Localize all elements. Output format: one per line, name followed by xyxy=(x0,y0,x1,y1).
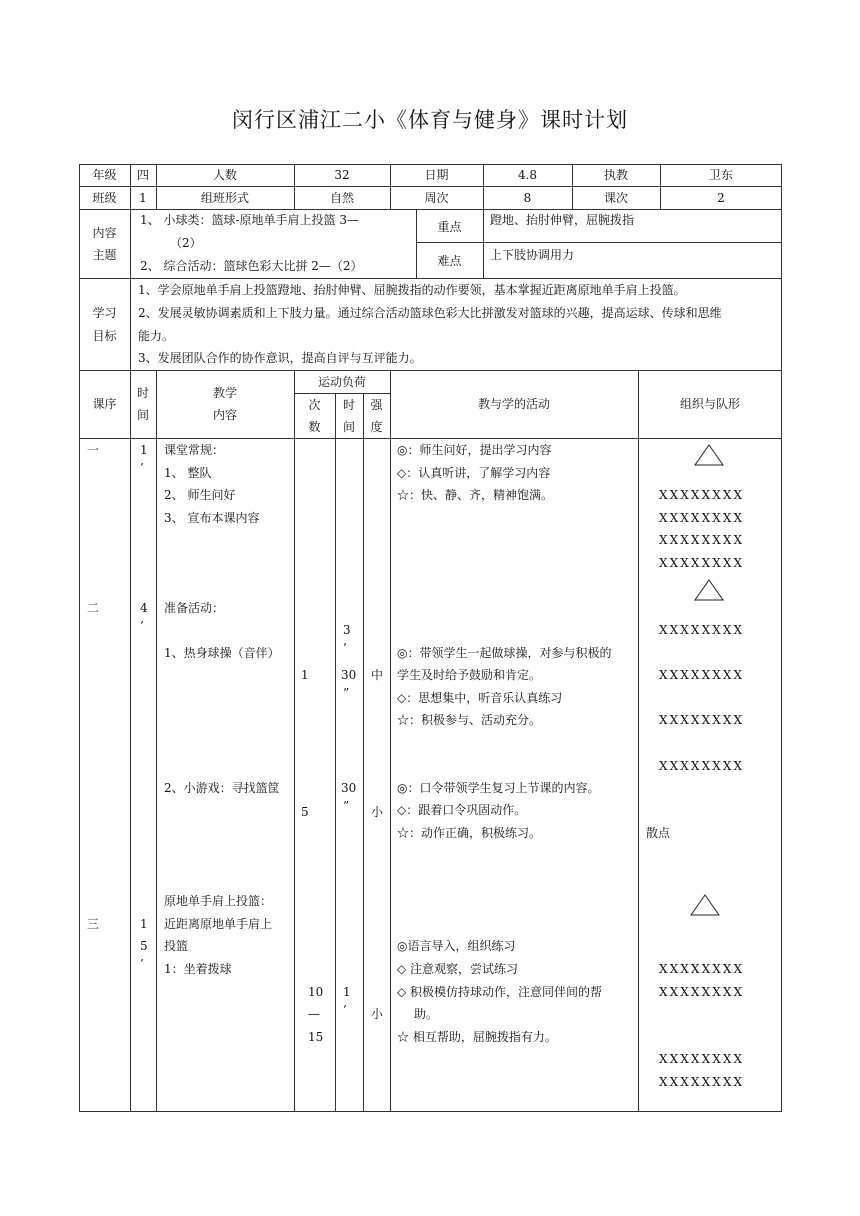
col-time-1: 时 xyxy=(136,386,149,400)
sec1-time: 1 xyxy=(140,443,148,457)
sec3-time: 5 xyxy=(140,939,148,953)
game-dur: ” xyxy=(343,799,350,813)
teacher-triangle-icon xyxy=(694,444,724,466)
game-activity: ☆：动作正确，积极练习。 xyxy=(397,826,542,840)
col-formation: 组织与队形 xyxy=(679,397,740,411)
formation-row: XXXXXXXX xyxy=(659,556,745,570)
formation-row: XXXXXXXX xyxy=(659,713,745,727)
sec3-content-item: 投篮 xyxy=(164,939,189,953)
formation-row: XXXXXXXX xyxy=(659,1052,745,1066)
week-value: 8 xyxy=(523,191,532,205)
game-dur: 30 xyxy=(341,781,357,795)
game-item: 2、小游戏：寻找篮筐 xyxy=(164,781,280,795)
warmup-dur: 3 xyxy=(343,623,351,637)
warmup-dur: ’ xyxy=(343,641,347,655)
sec2-heading: 准备活动： xyxy=(164,601,225,615)
col-activity: 教与学的活动 xyxy=(477,397,550,411)
teacher-label: 执教 xyxy=(603,168,628,182)
org-label: 组班形式 xyxy=(200,191,249,205)
game-intensity: 小 xyxy=(371,805,384,819)
col-dur-1: 时 xyxy=(342,398,355,412)
sec1-activity: ◇：认真听讲，了解学习内容 xyxy=(397,466,551,480)
sec1-content-heading: 课堂常规： xyxy=(164,443,225,457)
goal-3: 3、发展团队合作的协作意识，提高自评与互评能力。 xyxy=(138,351,422,365)
page-title: 闵行区浦江二小《体育与健身》课时计划 xyxy=(232,108,628,132)
sec1-order: 一 xyxy=(87,443,100,457)
col-teach-1: 教学 xyxy=(212,386,237,400)
col-int-1: 强 xyxy=(370,398,383,412)
content-item-1: 1、 小球类：篮球-原地单手肩上投篮 3— xyxy=(140,213,359,227)
col-int-2: 度 xyxy=(370,420,383,434)
formation-row: XXXXXXXX xyxy=(659,623,745,637)
formation-row: XXXXXXXX xyxy=(659,1075,745,1089)
col-dur-2: 间 xyxy=(342,420,355,434)
goal-1: 1、学会原地单手肩上投篮蹬地、抬肘伸臂、屈腕拨指的动作要领，基本掌握近距离原地单手肩上投篮。 xyxy=(138,283,686,297)
formation-row: XXXXXXXX xyxy=(659,985,745,999)
sec3-dur: 1 xyxy=(343,985,351,999)
goal-2: 2、发展灵敏协调素质和上下肢力量。通过综合活动篮球色彩大比拼激发对篮球的兴趣，提高运球、传球和思维 xyxy=(138,306,722,320)
grade-label: 年级 xyxy=(92,168,117,182)
key-point-label: 重点 xyxy=(437,220,462,234)
count-label: 人数 xyxy=(212,168,237,182)
sec3-content-item: 近距离原地单手肩上 xyxy=(164,917,273,931)
warmup-activity: 学生及时给予鼓励和肯定。 xyxy=(397,668,542,682)
formation-row: XXXXXXXX xyxy=(659,488,745,502)
sec1-content-item: 2、 师生问好 xyxy=(164,488,236,502)
sec3-reps: 10 xyxy=(308,985,324,999)
sec1-time-unit: ’ xyxy=(140,461,144,475)
sec3-time-unit: ’ xyxy=(140,957,144,971)
formation-row: XXXXXXXX xyxy=(659,533,745,547)
col-reps-1: 次 xyxy=(308,398,321,412)
difficulty-value: 上下肢协调用力 xyxy=(490,248,575,262)
game-reps: 5 xyxy=(301,805,309,819)
warmup-item: 1、热身球操（音伴） xyxy=(164,646,280,660)
warmup-activity: ◎：带领学生一起做球操，对参与积极的 xyxy=(397,646,612,660)
sec1-content-item: 1、 整队 xyxy=(164,466,212,480)
col-load: 运动负荷 xyxy=(317,375,366,389)
sec3-content-item: 1：坐着拨球 xyxy=(164,962,232,976)
count-value: 32 xyxy=(334,168,350,182)
lesson-label: 课次 xyxy=(603,191,628,205)
sec3-reps: 15 xyxy=(308,1030,324,1044)
sec1-activity: ◎：师生问好，提出学习内容 xyxy=(397,443,552,457)
formation-row: XXXXXXXX xyxy=(659,668,745,682)
sec1-content-item: 3、 宣布本课内容 xyxy=(164,511,260,525)
difficulty-label: 难点 xyxy=(437,254,462,268)
sec3-activity: ☆ 相互帮助，屈腕拨指有力。 xyxy=(397,1030,557,1044)
teacher-value: 卫东 xyxy=(708,168,733,182)
class-value: 1 xyxy=(139,191,147,205)
date-value: 4.8 xyxy=(517,168,538,182)
sec3-activity: 助。 xyxy=(414,1007,439,1021)
class-label: 班级 xyxy=(92,191,117,205)
sec3-activity: ◇ 积极模仿持球动作，注意同伴间的帮 xyxy=(397,985,603,999)
content-item-2: 2、 综合活动：篮球色彩大比拼 2—（2） xyxy=(140,259,363,273)
content-label-2: 主题 xyxy=(92,248,117,262)
warmup-activity: ☆：积极参与、活动充分。 xyxy=(397,713,542,727)
sec3-content-heading: 原地单手肩上投篮： xyxy=(164,894,273,908)
sec3-activity: ◎语言导入，组织练习 xyxy=(397,939,516,953)
sec3-activity: ◇ 注意观察，尝试练习 xyxy=(397,962,519,976)
formation-row: XXXXXXXX xyxy=(659,511,745,525)
col-teach-2: 内容 xyxy=(212,408,237,422)
col-order: 课序 xyxy=(92,397,117,411)
date-label: 日期 xyxy=(424,168,449,182)
game-activity: ◎：口令带领学生复习上节课的内容。 xyxy=(397,781,600,795)
teacher-triangle-icon xyxy=(694,579,724,601)
sec2-order: 二 xyxy=(87,601,100,615)
sec3-time: 1 xyxy=(140,917,148,931)
goal-2-cont: 能力。 xyxy=(138,329,175,343)
warmup-dur: ” xyxy=(343,686,350,700)
goals-label-2: 目标 xyxy=(92,329,117,343)
teacher-triangle-icon xyxy=(690,894,720,916)
sec2-time-unit: ’ xyxy=(140,619,144,633)
warmup-activity: ◇：思想集中，听音乐认真练习 xyxy=(397,691,563,705)
formation-row: XXXXXXXX xyxy=(659,962,745,976)
week-label: 周次 xyxy=(424,191,449,205)
key-point-value: 蹬地、抬肘伸臂，屈腕拨指 xyxy=(490,213,635,227)
content-label-1: 内容 xyxy=(92,226,117,240)
warmup-dur: 30 xyxy=(341,668,357,682)
lesson-value: 2 xyxy=(717,191,725,205)
warmup-reps: 1 xyxy=(301,668,309,682)
game-formation: 散点 xyxy=(646,826,671,840)
sec3-dur: ’ xyxy=(343,1003,347,1017)
game-activity: ◇：跟着口令巩固动作。 xyxy=(397,803,527,817)
formation-row: XXXXXXXX xyxy=(659,759,745,773)
goals-label-1: 学习 xyxy=(92,306,117,320)
sec3-intensity: 小 xyxy=(371,1007,384,1021)
col-reps-2: 数 xyxy=(308,420,321,434)
col-time-2: 间 xyxy=(136,408,149,422)
org-value: 自然 xyxy=(329,191,354,205)
sec3-order: 三 xyxy=(87,917,100,931)
sec2-time: 4 xyxy=(140,601,148,615)
grade-value: 四 xyxy=(136,168,149,182)
warmup-intensity: 中 xyxy=(371,668,384,682)
content-item-1-cont: （2） xyxy=(170,236,202,250)
sec1-activity: ☆：快、静、齐，精神饱满。 xyxy=(397,488,554,502)
sec3-reps: — xyxy=(308,1007,320,1021)
